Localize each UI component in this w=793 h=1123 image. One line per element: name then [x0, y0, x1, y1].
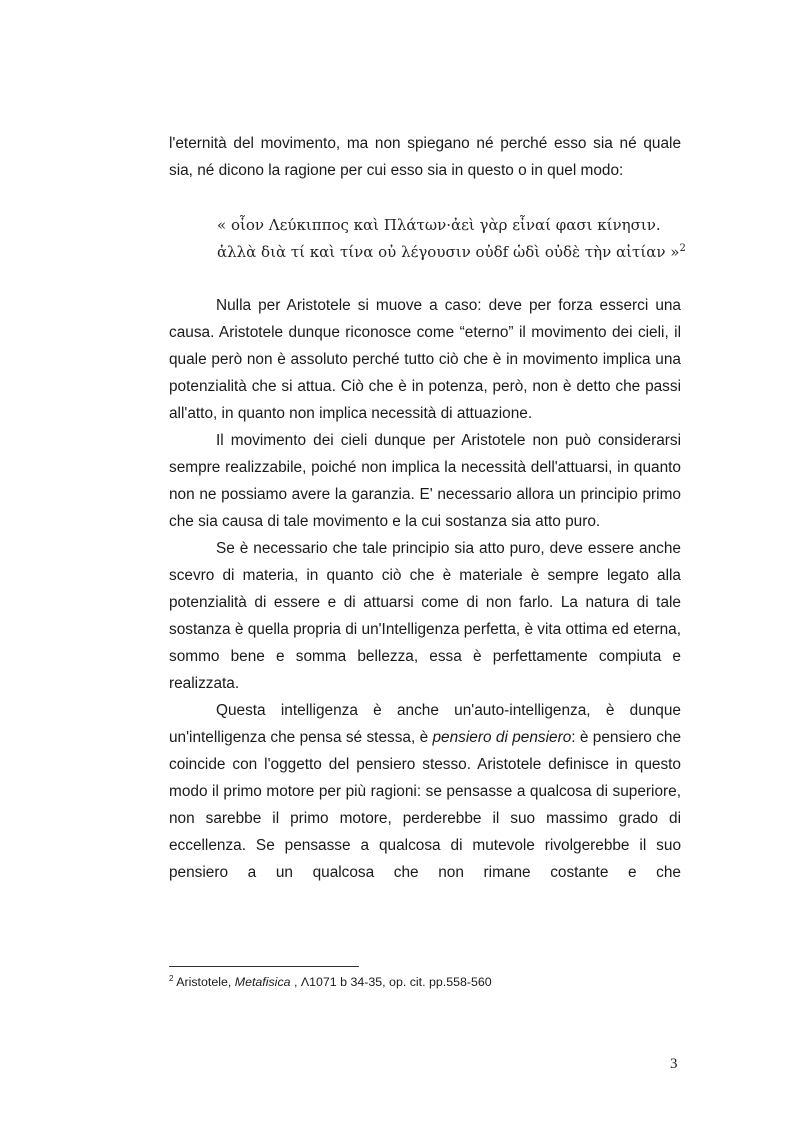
paragraph-1: Nulla per Aristotele si muove a caso: deve per forza esserci una causa. Aristotele dunque riconosce come “eterno” il movimento dei cieli, il quale però non è assoluto perché tutto ciò che è in movimento implica una potenzialità che si attua. Ciò che è in potenza, però, non è detto che passi all'atto, in quanto non implica necessità di attuazione.	[169, 297, 681, 422]
footnote-number: 2	[169, 973, 174, 983]
intro-paragraph	[169, 130, 681, 184]
paragraph-4	[169, 697, 681, 886]
greek-quote	[217, 212, 687, 266]
greek-quote-line-2	[217, 239, 687, 266]
paragraph-4-after-italic: : è pensiero che coincide con l'oggetto del pensiero stesso. Aristotele definisce in questo modo il primo motore per più ragioni: se pensasse a qualcosa di superiore, non sarebbe il primo motore, perderebbe il suo massimo grado di eccellenza. Se pensasse a qualcosa di mutevole rivolgerebbe il suo pensiero a un qualcosa che non rimane costante e che	[169, 729, 682, 881]
footnote-title: Metafisica	[234, 975, 291, 989]
page-number: 3	[670, 1056, 678, 1072]
footnote-reference[interactable]: 2	[679, 243, 686, 254]
greek-quote-line-2-text: ἀλλὰ διὰ τί καὶ τίνα οὐ λέγουσιν οὐδf ὡδὶ οὐδὲ τὴν αἰτίαν »	[217, 243, 680, 261]
italic-phrase: pensiero di pensiero	[432, 729, 572, 746]
intro-line-2: sia, né dicono la ragione per cui esso sia in questo o in quel modo:	[169, 162, 624, 179]
paragraph-3: Se è necessario che tale principio sia atto puro, deve essere anche scevro di materia, in quanto ciò che è materiale è sempre legato alla potenzialità di essere e di attuarsi come di non farlo. La natura di tale sostanza è quella propria di un'Intelligenza perfetta, è vita ottima ed eterna, sommo bene e somma bellezza, essa è perfettamente compiuta e realizzata.	[169, 540, 682, 692]
footnote-citation: , Λ1071 b 34-35, op. cit. pp.558-560	[290, 975, 492, 989]
footnote-author: Aristotele,	[173, 975, 235, 989]
footnote-divider	[169, 966, 359, 967]
footnote	[169, 974, 689, 990]
paragraph-4-before-italic: Questa intelligenza è anche un'auto-intelligenza, è dunque un'intelligenza che pensa sé stessa, è	[169, 702, 681, 746]
intro-line-1: l'eternità del movimento, ma non spiegano né perché esso sia né quale	[169, 135, 681, 152]
paragraph-2: Il movimento dei cieli dunque per Aristotele non può considerarsi sempre realizzabile, poiché non implica la necessità dell'attuarsi, in quanto non ne possiamo avere la garanzia. E' necessario allora un principio primo che sia causa di tale movimento e la cui sostanza sia atto puro.	[169, 432, 681, 530]
body-text	[169, 292, 681, 886]
greek-quote-line-1: « οἷον Λεύκιππος καὶ Πλάτων·ἀεὶ γὰρ εἶναί φασι κίνησιν.	[217, 216, 661, 234]
